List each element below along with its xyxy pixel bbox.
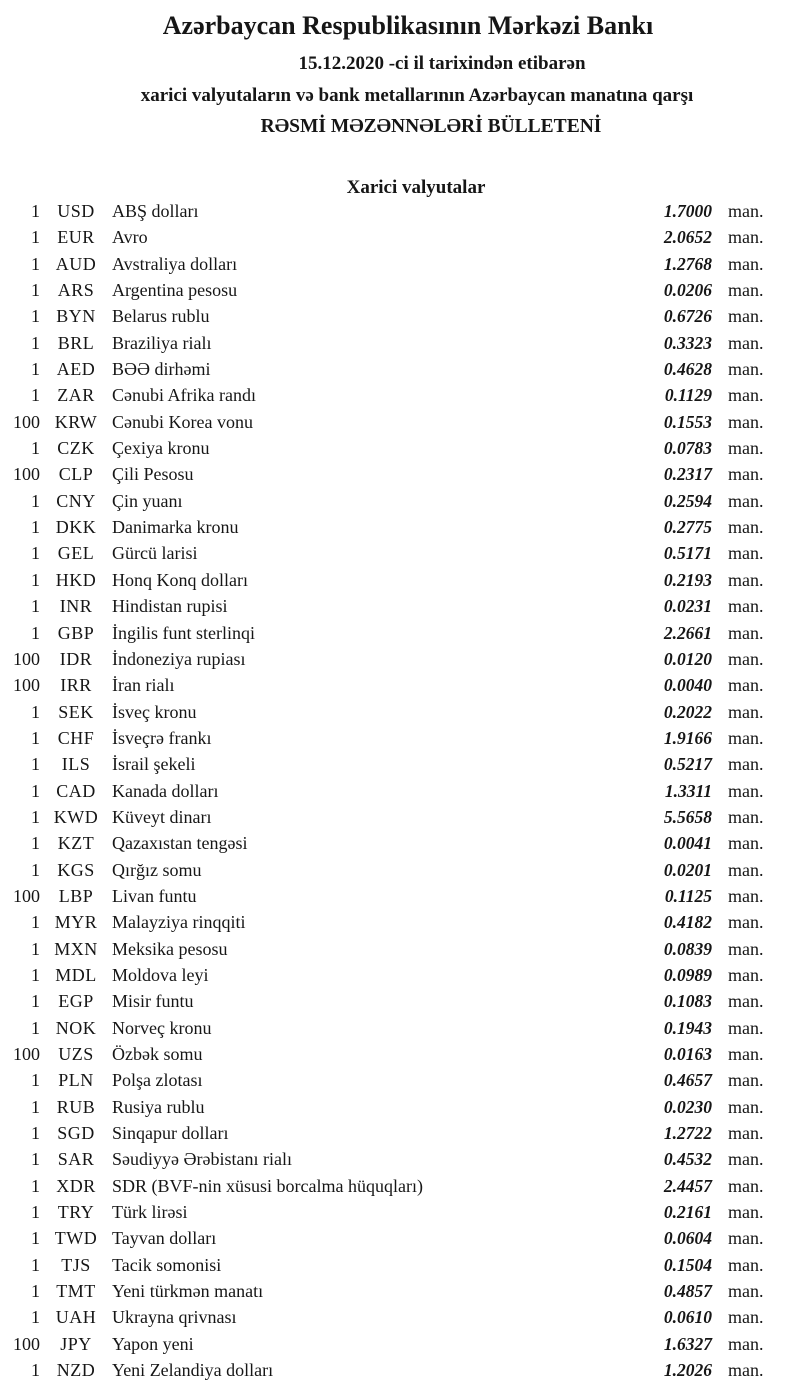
- table-row: [0, 857, 800, 883]
- qty-cell: 1: [31, 332, 40, 353]
- qty-cell: 1: [31, 991, 40, 1012]
- table-row: [0, 435, 800, 461]
- table-row: [0, 409, 800, 435]
- table-row: [0, 1015, 800, 1041]
- name-cell: Livan funtu: [112, 885, 197, 906]
- rate-cell: 2.4457: [663, 1175, 712, 1196]
- code-cell: IRR: [60, 675, 92, 696]
- table-row: [0, 778, 800, 804]
- unit-cell: man.: [728, 1175, 764, 1196]
- unit-cell: man.: [728, 964, 764, 985]
- exchange-rates-table: [0, 198, 800, 1383]
- code-cell: UZS: [58, 1044, 94, 1064]
- name-cell: İndoneziya rupiası: [112, 648, 246, 669]
- qty-cell: 1: [31, 780, 40, 801]
- code-cell: HKD: [55, 569, 97, 590]
- unit-cell: man.: [728, 1254, 764, 1275]
- code-cell: TJS: [61, 1254, 91, 1275]
- section-title-foreign-currencies: Xarici valyutalar: [346, 177, 486, 198]
- rate-cell: 0.3323: [663, 332, 712, 353]
- code-cell: TMT: [56, 1281, 96, 1302]
- qty-cell: 1: [31, 517, 40, 538]
- name-cell: Gürcü larisi: [112, 543, 198, 564]
- table-row: [0, 1252, 800, 1278]
- table-row: [0, 699, 800, 725]
- name-cell: Çili Pesosu: [112, 464, 194, 485]
- code-cell: CZK: [57, 438, 95, 459]
- qty-cell: 1: [31, 1228, 40, 1249]
- rate-cell: 0.4628: [663, 359, 712, 380]
- table-row: [0, 883, 800, 909]
- name-cell: Çexiya kronu: [112, 438, 210, 459]
- qty-cell: 100: [13, 411, 40, 432]
- unit-cell: man.: [728, 227, 764, 248]
- name-cell: ABŞ dolları: [112, 201, 199, 221]
- bulletin-title: RƏSMİ MƏZƏNNƏLƏRİ BÜLLETENİ: [260, 116, 602, 137]
- code-cell: LBP: [58, 885, 94, 906]
- name-cell: Səudiyyə Ərəbistanı rialı: [112, 1149, 292, 1170]
- qty-cell: 1: [31, 253, 40, 274]
- code-cell: TWD: [54, 1228, 98, 1249]
- name-cell: Kanada dolları: [112, 780, 219, 801]
- unit-cell: man.: [728, 754, 764, 775]
- rate-cell: 1.6327: [663, 1333, 712, 1354]
- table-row: [0, 303, 800, 329]
- name-cell: Küveyt dinarı: [112, 806, 212, 827]
- qty-cell: 1: [31, 359, 40, 380]
- unit-cell: man.: [728, 1360, 764, 1381]
- qty-cell: 1: [31, 569, 40, 590]
- table-row: [0, 1225, 800, 1251]
- code-cell: SEK: [58, 701, 94, 722]
- code-cell: XDR: [56, 1175, 96, 1196]
- unit-cell: man.: [728, 517, 764, 538]
- code-cell: GBP: [57, 622, 95, 643]
- unit-cell: man.: [728, 938, 764, 959]
- rate-cell: 1.3311: [664, 780, 712, 801]
- unit-cell: man.: [728, 1149, 764, 1170]
- rate-cell: 0.1553: [663, 411, 712, 432]
- qty-cell: 1: [31, 306, 40, 327]
- unit-cell: man.: [728, 411, 764, 432]
- unit-cell: man.: [728, 991, 764, 1012]
- unit-cell: man.: [728, 464, 764, 485]
- qty-cell: 1: [31, 1360, 40, 1381]
- rate-cell: 0.2594: [663, 490, 712, 511]
- table-row: [0, 1120, 800, 1146]
- rate-cell: 2.2661: [663, 622, 712, 643]
- name-cell: Tacik somonisi: [112, 1254, 222, 1275]
- table-row: [0, 646, 800, 672]
- code-cell: EUR: [57, 227, 95, 248]
- code-cell: ARS: [57, 280, 95, 301]
- rate-cell: 0.4657: [663, 1070, 712, 1091]
- rate-cell: 0.5217: [663, 754, 712, 775]
- unit-cell: man.: [728, 859, 764, 880]
- table-row: [0, 1067, 800, 1093]
- code-cell: CNY: [56, 490, 96, 511]
- qty-cell: 1: [31, 227, 40, 248]
- name-cell: Yapon yeni: [112, 1333, 194, 1354]
- name-cell: BƏƏ dirhəmi: [112, 359, 211, 380]
- unit-cell: man.: [728, 675, 764, 696]
- name-cell: Rusiya rublu: [112, 1096, 205, 1117]
- code-cell: BRL: [57, 332, 95, 353]
- code-cell: SAR: [57, 1149, 95, 1170]
- unit-cell: man.: [728, 1017, 764, 1038]
- qty-cell: 100: [13, 885, 40, 906]
- code-cell: NZD: [56, 1360, 96, 1381]
- code-cell: BYN: [56, 306, 96, 327]
- table-row: [0, 751, 800, 777]
- unit-cell: man.: [728, 438, 764, 459]
- code-cell: UAH: [55, 1307, 97, 1328]
- name-cell: Moldova leyi: [112, 964, 209, 985]
- table-row: [0, 804, 800, 830]
- rate-cell: 1.2026: [663, 1360, 712, 1381]
- qty-cell: 100: [13, 1044, 40, 1064]
- code-cell: MDL: [55, 964, 97, 985]
- name-cell: Qırğız somu: [112, 859, 202, 880]
- rate-cell: 0.2775: [663, 517, 712, 538]
- name-cell: Türk lirəsi: [112, 1202, 188, 1223]
- rate-cell: 0.0839: [663, 938, 712, 959]
- table-row: [0, 514, 800, 540]
- name-cell: Ukrayna qrivnası: [112, 1307, 237, 1328]
- unit-cell: man.: [728, 596, 764, 617]
- subject-line: xarici valyutaların və bank metallarının Azərbaycan manatına qarşı: [140, 85, 694, 106]
- rate-cell: 0.6726: [663, 306, 712, 327]
- table-row: [0, 1146, 800, 1172]
- rate-cell: 0.4532: [663, 1149, 712, 1170]
- rate-cell: 2.0652: [663, 227, 712, 248]
- rate-cell: 0.4182: [663, 912, 712, 933]
- table-row: [0, 830, 800, 856]
- table-row: [0, 277, 800, 303]
- code-cell: KGS: [57, 859, 95, 880]
- rate-cell: 0.0040: [663, 675, 712, 696]
- code-cell: KWD: [53, 806, 99, 827]
- table-row: [0, 488, 800, 514]
- qty-cell: 1: [31, 727, 40, 748]
- name-cell: Hindistan rupisi: [112, 596, 228, 617]
- rate-cell: 0.4857: [663, 1281, 712, 1302]
- qty-cell: 100: [13, 675, 40, 696]
- table-row: [0, 1331, 800, 1357]
- table-row: [0, 620, 800, 646]
- qty-cell: 1: [31, 1149, 40, 1170]
- unit-cell: man.: [728, 1307, 764, 1328]
- name-cell: Özbək somu: [112, 1044, 203, 1064]
- qty-cell: 1: [31, 912, 40, 933]
- name-cell: SDR (BVF-nin xüsusi borcalma hüquqları): [112, 1175, 423, 1196]
- name-cell: Norveç kronu: [112, 1017, 212, 1038]
- unit-cell: man.: [728, 1228, 764, 1249]
- rate-cell: 0.0230: [663, 1096, 712, 1117]
- unit-cell: man.: [728, 543, 764, 564]
- qty-cell: 1: [31, 859, 40, 880]
- code-cell: CLP: [58, 464, 94, 485]
- table-row: [0, 1357, 800, 1383]
- table-row: [0, 909, 800, 935]
- code-cell: ILS: [61, 754, 91, 775]
- code-cell: MXN: [54, 938, 98, 959]
- qty-cell: 1: [31, 754, 40, 775]
- unit-cell: man.: [728, 1202, 764, 1223]
- name-cell: Misir funtu: [112, 991, 194, 1012]
- rate-cell: 0.5171: [663, 543, 712, 564]
- unit-cell: man.: [728, 332, 764, 353]
- qty-cell: 1: [31, 1175, 40, 1196]
- rate-cell: 0.2317: [663, 464, 712, 485]
- qty-cell: 1: [31, 385, 40, 406]
- code-cell: RUB: [56, 1096, 96, 1117]
- name-cell: Yeni türkmən manatı: [112, 1281, 264, 1302]
- unit-cell: man.: [728, 806, 764, 827]
- name-cell: Tayvan dolları: [112, 1228, 217, 1249]
- name-cell: İngilis funt sterlinqi: [112, 622, 255, 643]
- qty-cell: 100: [13, 648, 40, 669]
- rate-cell: 1.2768: [663, 253, 712, 274]
- qty-cell: 1: [31, 280, 40, 301]
- unit-cell: man.: [728, 201, 764, 221]
- code-cell: NOK: [55, 1017, 97, 1038]
- code-cell: GEL: [57, 543, 95, 564]
- code-cell: EGP: [58, 991, 94, 1012]
- unit-cell: man.: [728, 1044, 764, 1064]
- table-row: [0, 251, 800, 277]
- rate-cell: 1.9166: [663, 727, 712, 748]
- table-row: [0, 725, 800, 751]
- code-cell: KZT: [57, 833, 95, 854]
- code-cell: IDR: [59, 648, 93, 669]
- rate-cell: 1.7000: [663, 201, 712, 221]
- table-row: [0, 567, 800, 593]
- table-row: [0, 224, 800, 250]
- unit-cell: man.: [728, 253, 764, 274]
- qty-cell: 1: [31, 1096, 40, 1117]
- qty-cell: 1: [31, 438, 40, 459]
- rate-cell: 0.1943: [663, 1017, 712, 1038]
- table-row: [0, 672, 800, 698]
- unit-cell: man.: [728, 1070, 764, 1091]
- rate-cell: 0.0206: [663, 280, 712, 301]
- code-cell: SGD: [57, 1123, 95, 1144]
- code-cell: INR: [59, 596, 93, 617]
- rate-cell: 0.2193: [663, 569, 712, 590]
- name-cell: Çin yuanı: [112, 490, 183, 511]
- code-cell: DKK: [55, 517, 97, 538]
- table-row: [0, 461, 800, 487]
- rate-cell: 0.2022: [663, 701, 712, 722]
- table-row: [0, 198, 800, 224]
- unit-cell: man.: [728, 385, 764, 406]
- rate-cell: 0.2161: [663, 1202, 712, 1223]
- code-cell: TRY: [57, 1202, 95, 1223]
- qty-cell: 1: [31, 833, 40, 854]
- rate-cell: 0.0610: [663, 1307, 712, 1328]
- unit-cell: man.: [728, 885, 764, 906]
- qty-cell: 1: [31, 622, 40, 643]
- unit-cell: man.: [728, 1281, 764, 1302]
- rate-cell: 0.0604: [663, 1228, 712, 1249]
- name-cell: İran rialı: [112, 675, 175, 696]
- name-cell: Meksika pesosu: [112, 938, 228, 959]
- rate-cell: 0.0120: [663, 648, 712, 669]
- code-cell: ZAR: [57, 385, 95, 406]
- table-row: [0, 1173, 800, 1199]
- qty-cell: 1: [31, 964, 40, 985]
- qty-cell: 1: [31, 938, 40, 959]
- table-row: [0, 988, 800, 1014]
- unit-cell: man.: [728, 1123, 764, 1144]
- unit-cell: man.: [728, 648, 764, 669]
- unit-cell: man.: [728, 1096, 764, 1117]
- table-row: [0, 330, 800, 356]
- name-cell: Belarus rublu: [112, 306, 210, 327]
- qty-cell: 1: [31, 806, 40, 827]
- qty-cell: 100: [13, 1333, 40, 1354]
- unit-cell: man.: [728, 306, 764, 327]
- name-cell: Avstraliya dolları: [112, 253, 238, 274]
- name-cell: Braziliya rialı: [112, 332, 212, 353]
- table-row: [0, 356, 800, 382]
- name-cell: Honq Konq dolları: [112, 569, 248, 590]
- table-row: [0, 1094, 800, 1120]
- unit-cell: man.: [728, 780, 764, 801]
- rate-cell: 5.5658: [663, 806, 712, 827]
- rate-cell: 0.1504: [663, 1254, 712, 1275]
- name-cell: Argentina pesosu: [112, 280, 238, 301]
- table-row: [0, 593, 800, 619]
- code-cell: AED: [56, 359, 96, 380]
- bulletin-header: [0, 0, 800, 139]
- rate-cell: 0.0041: [663, 833, 712, 854]
- code-cell: AUD: [55, 253, 97, 274]
- name-cell: Polşa zlotası: [112, 1070, 203, 1091]
- unit-cell: man.: [728, 359, 764, 380]
- name-cell: İsveçrə frankı: [112, 727, 212, 748]
- rate-cell: 1.2722: [663, 1123, 712, 1144]
- table-row: [0, 382, 800, 408]
- qty-cell: 1: [31, 1202, 40, 1223]
- name-cell: Sinqapur dolları: [112, 1123, 229, 1144]
- unit-cell: man.: [728, 490, 764, 511]
- table-row: [0, 1304, 800, 1330]
- unit-cell: man.: [728, 1333, 764, 1354]
- code-cell: KRW: [54, 411, 98, 432]
- bank-title: Azərbaycan Respublikasının Mərkəzi Bankı: [162, 11, 654, 40]
- table-row: [0, 540, 800, 566]
- qty-cell: 1: [31, 201, 40, 221]
- qty-cell: 1: [31, 1281, 40, 1302]
- code-cell: USD: [57, 201, 95, 221]
- effective-date-line: 15.12.2020 -ci il tarixindən etibarən: [298, 53, 586, 74]
- name-cell: Danimarka kronu: [112, 517, 239, 538]
- code-cell: JPY: [60, 1333, 92, 1354]
- qty-cell: 1: [31, 490, 40, 511]
- qty-cell: 1: [31, 596, 40, 617]
- table-row: [0, 936, 800, 962]
- table-row: [0, 1278, 800, 1304]
- name-cell: Yeni Zelandiya dolları: [112, 1360, 274, 1381]
- rate-cell: 0.1083: [663, 991, 712, 1012]
- code-cell: MYR: [54, 912, 98, 933]
- unit-cell: man.: [728, 569, 764, 590]
- name-cell: İsveç kronu: [112, 701, 197, 722]
- rate-cell: 0.0783: [663, 438, 712, 459]
- name-cell: Avro: [112, 227, 148, 248]
- name-cell: Cənubi Afrika randı: [112, 385, 256, 406]
- code-cell: CHF: [57, 727, 95, 748]
- rate-cell: 0.0201: [663, 859, 712, 880]
- qty-cell: 1: [31, 1070, 40, 1091]
- qty-cell: 1: [31, 1017, 40, 1038]
- rate-cell: 0.0989: [663, 964, 712, 985]
- rate-cell: 0.0163: [663, 1044, 712, 1064]
- name-cell: Qazaxıstan tengəsi: [112, 833, 248, 854]
- qty-cell: 1: [31, 1254, 40, 1275]
- qty-cell: 1: [31, 1307, 40, 1328]
- unit-cell: man.: [728, 833, 764, 854]
- rate-cell: 0.1125: [664, 885, 712, 906]
- unit-cell: man.: [728, 622, 764, 643]
- rate-cell: 0.0231: [663, 596, 712, 617]
- unit-cell: man.: [728, 701, 764, 722]
- name-cell: Malayziya rinqqiti: [112, 912, 246, 933]
- code-cell: PLN: [58, 1070, 94, 1091]
- rate-cell: 0.1129: [664, 385, 712, 406]
- name-cell: Cənubi Korea vonu: [112, 411, 253, 432]
- qty-cell: 1: [31, 701, 40, 722]
- qty-cell: 1: [31, 1123, 40, 1144]
- code-cell: CAD: [56, 780, 96, 801]
- unit-cell: man.: [728, 280, 764, 301]
- qty-cell: 100: [13, 464, 40, 485]
- table-row: [0, 1041, 800, 1067]
- unit-cell: man.: [728, 912, 764, 933]
- qty-cell: 1: [31, 543, 40, 564]
- table-row: [0, 962, 800, 988]
- unit-cell: man.: [728, 727, 764, 748]
- table-row: [0, 1199, 800, 1225]
- name-cell: İsrail şekeli: [112, 754, 196, 775]
